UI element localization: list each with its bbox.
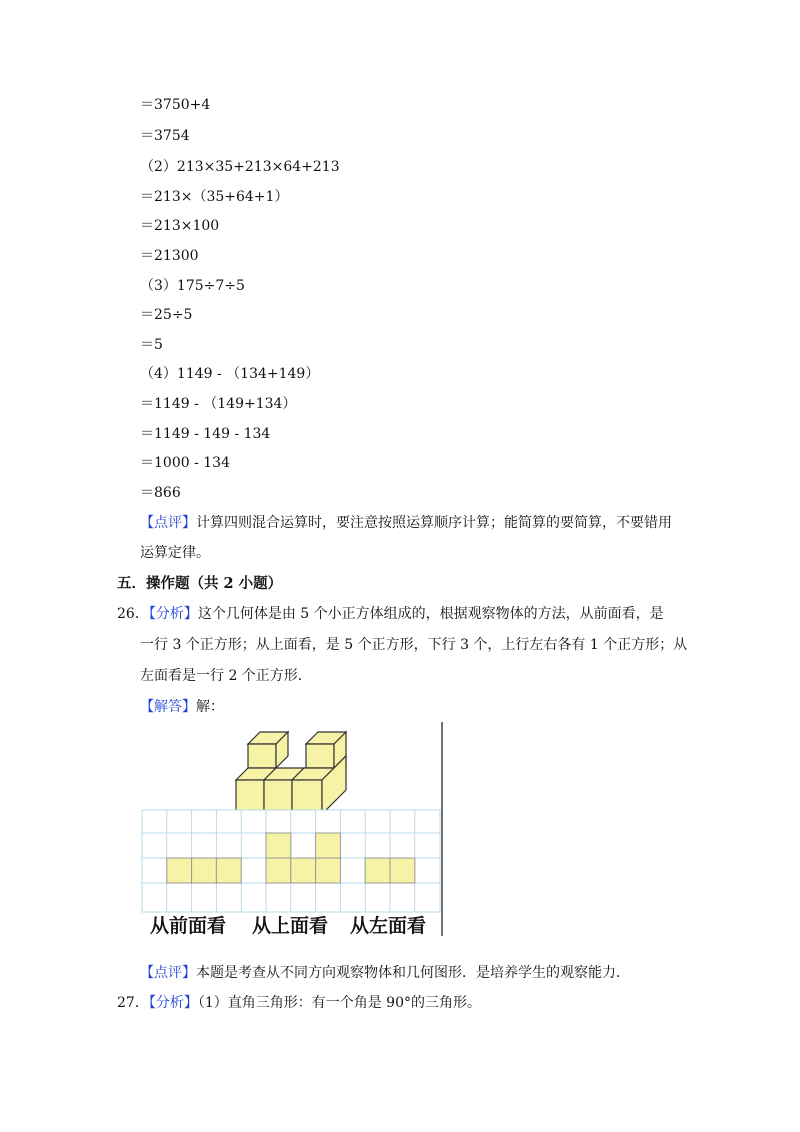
answer-tag: 【解答】 (140, 699, 196, 715)
label-left-view: 从左面看 (350, 915, 427, 937)
comment-line: 运算定律。 (140, 545, 210, 561)
view-square (316, 858, 341, 883)
answer-text: 解： (196, 699, 224, 715)
part2-title: （2）213×35+213×64+213 (140, 159, 340, 175)
analysis-text: （1）直角三角形：有一个角是 90°的三角形。 (197, 995, 481, 1011)
calc-step: ＝213×100 (140, 218, 220, 234)
cube-solid (236, 732, 346, 814)
view-square (167, 858, 192, 883)
view-square (266, 833, 291, 858)
analysis-line: 左面看是一行 2 个正方形． (140, 668, 312, 684)
view-square (390, 858, 415, 883)
cube-face (236, 780, 264, 814)
calc-step: ＝21300 (140, 248, 199, 264)
calc-step: ＝866 (140, 485, 181, 501)
comment-text: 本题是考查从不同方向观察物体和几何图形．是培养学生的观察能力． (196, 965, 630, 981)
calc-step: ＝1000 - 134 (140, 455, 230, 471)
question-27-analysis (117, 993, 481, 1013)
comment-line (140, 513, 672, 533)
comment-tag: 【点评】 (140, 965, 196, 981)
analysis-text: 这个几何体是由 5 个小正方体组成的，根据观察物体的方法，从前面看，是 (197, 606, 664, 622)
answer-line (140, 697, 224, 717)
view-square (192, 858, 217, 883)
question-number: 27． (117, 995, 149, 1011)
analysis-line: 一行 3 个正方形；从上面看，是 5 个正方形，下行 3 个，上行左右各有 1 个正方形；从 (140, 637, 688, 653)
view-square (365, 858, 390, 883)
calc-step: ＝1149 - 149 - 134 (140, 426, 271, 442)
cube-face (248, 744, 276, 768)
calc-step: ＝213×（35+64+1） (140, 189, 289, 205)
calc-step: ＝1149 - （149+134） (140, 396, 297, 412)
three-views-figure (138, 718, 448, 940)
view-square (291, 858, 316, 883)
comment-tag: 【点评】 (140, 515, 196, 531)
part3-title: （3）175÷7÷5 (140, 278, 245, 294)
question-number: 26． (117, 606, 149, 622)
section-title: 五．操作题（共 2 小题） (117, 575, 283, 592)
left-view (365, 858, 415, 883)
calc-step: ＝25÷5 (140, 307, 193, 323)
analysis-tag: 【分析】 (148, 606, 198, 622)
cube-face (306, 744, 334, 768)
view-square (216, 858, 241, 883)
analysis-tag: 【分析】 (148, 995, 198, 1011)
label-top-view: 从上面看 (252, 915, 329, 937)
label-front-view: 从前面看 (150, 915, 227, 937)
comment-line (140, 963, 630, 983)
front-view (167, 858, 241, 883)
part4-title: （4）1149 - （134+149） (140, 366, 320, 382)
view-square (316, 833, 341, 858)
view-square (266, 858, 291, 883)
cube-face (292, 780, 322, 814)
calc-step: ＝5 (140, 337, 163, 353)
calc-step: ＝3750+4 (140, 97, 211, 113)
cube-face (264, 780, 292, 814)
comment-text: 计算四则混合运算时，要注意按照运算顺序计算；能简算的要简算，不要错用 (196, 515, 672, 531)
question-26-analysis (117, 604, 664, 624)
calc-step: ＝3754 (140, 128, 190, 144)
